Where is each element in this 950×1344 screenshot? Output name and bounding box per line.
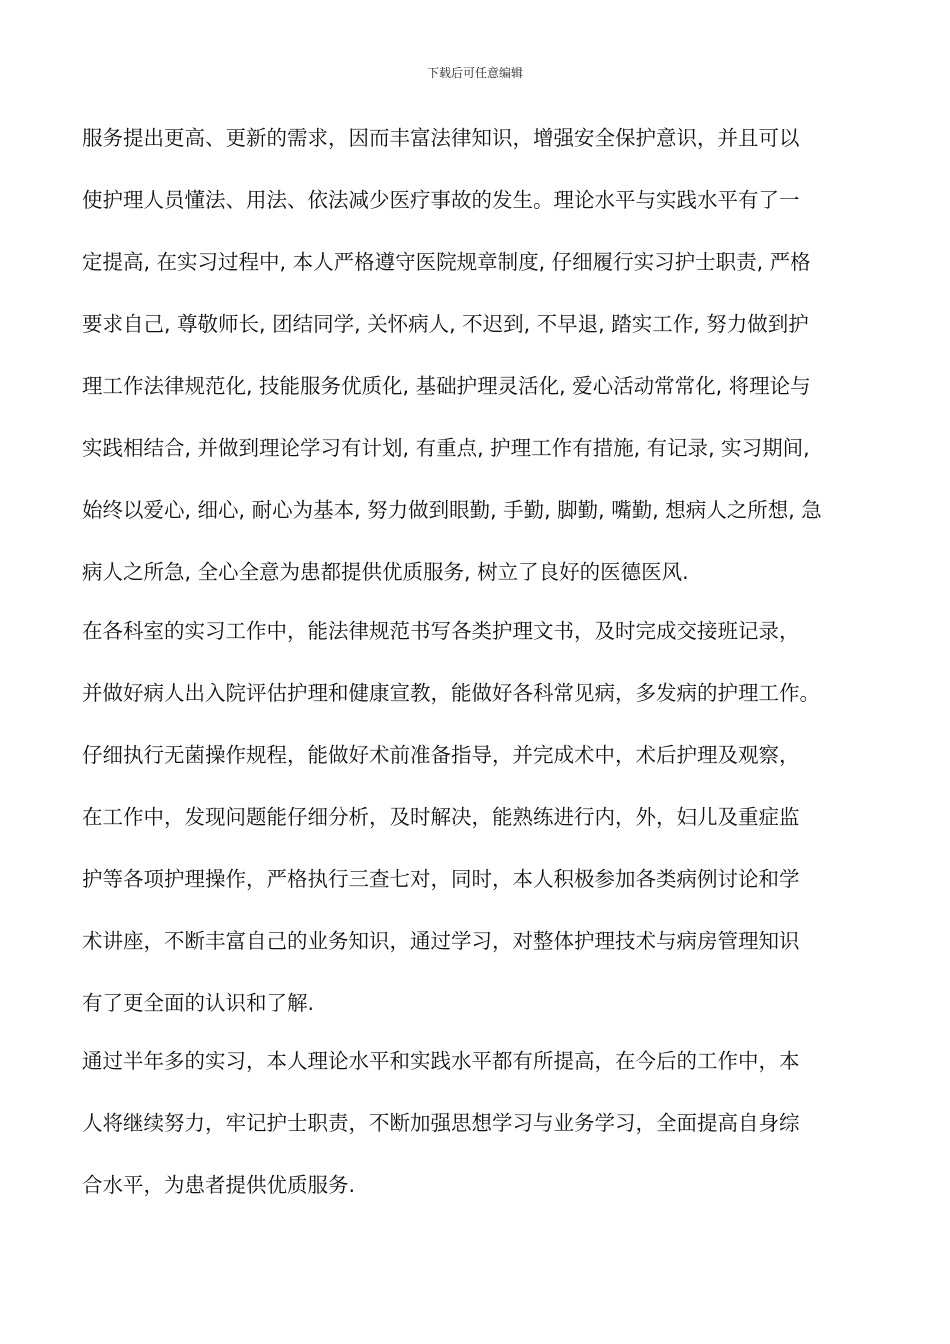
page-header: 下载后可任意编辑 xyxy=(426,66,523,80)
text-line: 实践相结合, 并做到理论学习有计划, 有重点, 护理工作有措施, 有记录, 实习期间, xyxy=(82,436,810,460)
text-line: 并做好病人出入院评估护理和健康宣教，能做好各科常见病，多发病的护理工作。 xyxy=(82,681,820,705)
text-line: 在工作中，发现问题能仔细分析，及时解决，能熟练进行内，外，妇儿及重症监 xyxy=(82,805,800,829)
text-line: 理工作法律规范化, 技能服务优质化, 基础护理灵活化, 爱心活动常常化, 将理论与 xyxy=(82,374,811,398)
document-body xyxy=(82,118,882,1227)
paragraph-1 xyxy=(82,118,882,611)
text-line: 使护理人员懂法、用法、依法减少医疗事故的发生。理论水平与实践水平有了一 xyxy=(82,188,800,212)
text-line: 始终以爱心, 细心, 耐心为基本, 努力做到眼勤, 手勤, 脚勤, 嘴勤, 想病人之所想, 急 xyxy=(82,498,822,522)
text-line: 定提高, 在实习过程中, 本人严格遵守医院规章制度, 仔细履行实习护士职责, 严格 xyxy=(82,250,811,274)
text-line: 病人之所急, 全心全意为患都提供优质服务, 树立了良好的医德医风. xyxy=(82,560,689,584)
text-line: 护等各项护理操作，严格执行三查七对，同时，本人积极参加各类病例讨论和学 xyxy=(82,867,800,891)
text-line: 仔细执行无菌操作规程，能做好术前准备指导，并完成术中，术后护理及观察， xyxy=(82,743,800,767)
text-line: 人将继续努力，牢记护士职责，不断加强思想学习与业务学习，全面提高自身综 xyxy=(82,1111,800,1135)
paragraph-3 xyxy=(82,1041,882,1227)
text-line: 通过半年多的实习，本人理论水平和实践水平都有所提高，在今后的工作中，本 xyxy=(82,1049,800,1073)
text-line: 有了更全面的认识和了解. xyxy=(82,991,315,1015)
text-line: 在各科室的实习工作中，能法律规范书写各类护理文书，及时完成交接班记录， xyxy=(82,619,800,643)
paragraph-2 xyxy=(82,611,882,1041)
text-line: 服务提出更高、更新的需求，因而丰富法律知识，增强安全保护意识，并且可以 xyxy=(82,126,800,150)
text-line: 合水平，为患者提供优质服务. xyxy=(82,1173,356,1197)
text-line: 术讲座，不断丰富自己的业务知识，通过学习，对整体护理技术与病房管理知识 xyxy=(82,929,800,953)
text-line: 要求自己, 尊敬师长, 团结同学, 关怀病人, 不迟到, 不早退, 踏实工作, 努力做到护 xyxy=(82,312,809,336)
